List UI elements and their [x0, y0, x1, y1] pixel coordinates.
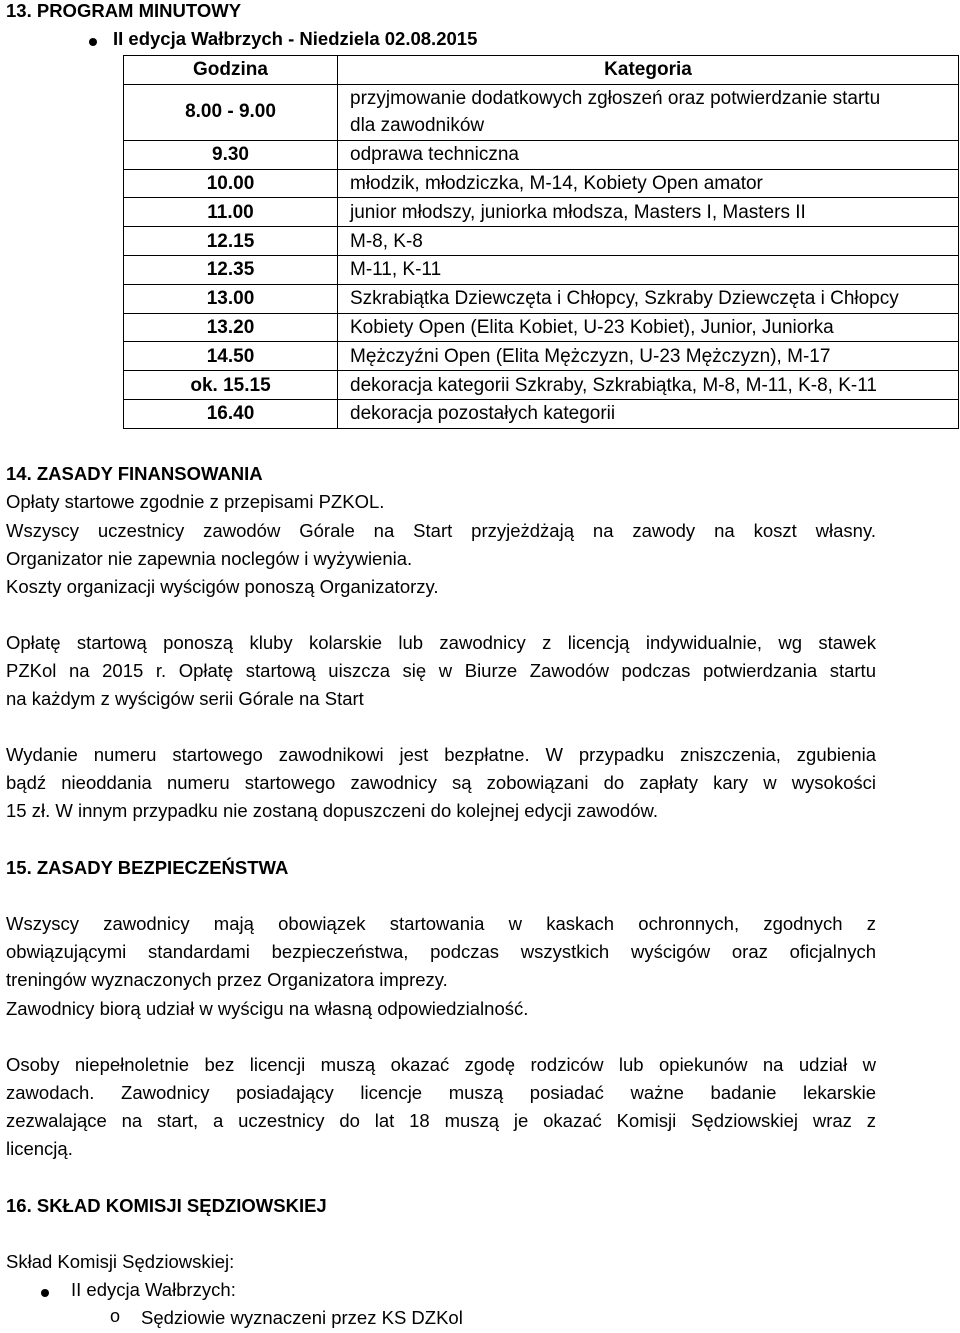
- safety-line: [6, 913, 876, 935]
- minors-text: zezwalające na start, a uczestnicy do lat 18 muszą je okazać Komisji Sędziowskiej wraz z: [6, 1110, 876, 1131]
- table-row: [124, 198, 959, 227]
- row-category: Mężczyźni Open (Elita Mężczyzn, U-23 Mężczyzn), M-17: [338, 342, 959, 371]
- table-row: [124, 169, 959, 198]
- finance-line: [6, 520, 876, 542]
- bullet-icon: [41, 1289, 49, 1297]
- table-row: [124, 227, 959, 256]
- number-paragraph-line: 15 zł. W innym przypadku nie zostaną dopuszczeni do kolejnej edycji zawodów.: [6, 800, 658, 821]
- finance-line: Organizator nie zapewnia noclegów i wyżywienia.: [6, 548, 413, 569]
- row-time: 8.00 - 9.00: [124, 84, 338, 140]
- row-category: dekoracja pozostałych kategorii: [338, 399, 959, 428]
- row-category: odprawa techniczna: [338, 140, 959, 169]
- row-category: Kobiety Open (Elita Kobiet, U-23 Kobiet), Junior, Juniorka: [338, 313, 959, 342]
- number-paragraph-line: [6, 744, 876, 766]
- minors-text: Osoby niepełnoletnie bez licencji muszą okazać zgodę rodziców lub opiekunów na udział w: [6, 1054, 876, 1075]
- jury-subitem: Sędziowie wyznaczeni przez KS DZKol: [141, 1307, 463, 1328]
- table-row: [124, 84, 959, 140]
- jury-intro: Skład Komisji Sędziowskiej:: [6, 1251, 235, 1272]
- table-row: [124, 371, 959, 400]
- schedule-table: [123, 55, 959, 429]
- safety-line: [6, 941, 876, 963]
- row-time: 10.00: [124, 169, 338, 198]
- circle-bullet-icon: o: [110, 1306, 121, 1326]
- row-time: ok. 15.15: [124, 371, 338, 400]
- safety-text: obwiązującymi standardami bezpieczeństwa, podczas wszystkich wyścigów oraz oficjalnych: [6, 941, 876, 962]
- table-row: [124, 313, 959, 342]
- number-paragraph-line: [6, 772, 876, 794]
- minors-text: zawodach. Zawodnicy posiadający licencje muszą posiadać ważne badanie lekarskie: [6, 1082, 876, 1103]
- bullet-icon: [89, 38, 97, 46]
- row-time: 11.00: [124, 198, 338, 227]
- finance-line: Opłaty startowe zgodnie z przepisami PZKOL.: [6, 491, 385, 512]
- edition-label: II edycja Wałbrzych - Niedziela 02.08.2015: [113, 28, 478, 49]
- fee-paragraph-text: PZKol na 2015 r. Opłatę startową uiszcza się w Biurze Zawodów podczas potwierdzania startu: [6, 660, 876, 681]
- section-16-title: 16. SKŁAD KOMISJI SĘDZIOWSKIEJ: [6, 1195, 327, 1216]
- section-15-title: 15. ZASADY BEZPIECZEŃSTWA: [6, 857, 289, 878]
- safety-line: Zawodnicy biorą udział w wyścigu na własną odpowiedzialność.: [6, 998, 529, 1019]
- row-category: [338, 84, 959, 140]
- row-time: 12.35: [124, 255, 338, 284]
- row-time: 9.30: [124, 140, 338, 169]
- finance-line-text: Wszyscy uczestnicy zawodów Górale na Start przyjeżdżają na zawody na koszt własny.: [6, 520, 876, 541]
- fee-paragraph-line: [6, 632, 876, 654]
- row-category: Szkrabiątka Dziewczęta i Chłopcy, Szkraby Dziewczęta i Chłopcy: [338, 284, 959, 313]
- fee-paragraph-line: na każdym z wyścigów serii Górale na Start: [6, 688, 364, 709]
- section-13-title: 13. PROGRAM MINUTOWY: [6, 0, 242, 21]
- row-time: 13.00: [124, 284, 338, 313]
- table-row: [124, 255, 959, 284]
- minors-line: [6, 1082, 876, 1104]
- table-row: [124, 284, 959, 313]
- row-category: junior młodszy, juniorka młodsza, Masters I, Masters II: [338, 198, 959, 227]
- fee-paragraph-line: [6, 660, 876, 682]
- safety-text: Wszyscy zawodnicy mają obowiązek startowania w kaskach ochronnych, zgodnych z: [6, 913, 876, 934]
- minors-line: [6, 1054, 876, 1076]
- table-row: [124, 399, 959, 428]
- safety-line: treningów wyznaczonych przez Organizatora imprezy.: [6, 969, 448, 990]
- row-time: 14.50: [124, 342, 338, 371]
- row-category: dekoracja kategorii Szkraby, Szkrabiątka, M-8, M-11, K-8, K-11: [338, 371, 959, 400]
- header-time: Godzina: [124, 56, 338, 85]
- jury-item: II edycja Wałbrzych:: [71, 1279, 236, 1300]
- finance-line: Koszty organizacji wyścigów ponoszą Organizatorzy.: [6, 576, 439, 597]
- table-row: [124, 140, 959, 169]
- number-paragraph-text: bądź nieoddania numeru startowego zawodnicy są zobowiązani do zapłaty kary w wysokości: [6, 772, 876, 793]
- minors-line: licencją.: [6, 1138, 73, 1159]
- table-header-row: [124, 56, 959, 85]
- row-time: 13.20: [124, 313, 338, 342]
- number-paragraph-text: Wydanie numeru startowego zawodnikowi jest bezpłatne. W przypadku zniszczenia, zgubienia: [6, 744, 876, 765]
- row-category: młodzik, młodziczka, M-14, Kobiety Open amator: [338, 169, 959, 198]
- row-category: M-8, K-8: [338, 227, 959, 256]
- row-time: 12.15: [124, 227, 338, 256]
- fee-paragraph-text: Opłatę startową ponoszą kluby kolarskie lub zawodnicy z licencją indywidualnie, wg stawek: [6, 632, 876, 653]
- row-category-line: dla zawodników: [350, 115, 485, 137]
- row-category: M-11, K-11: [338, 255, 959, 284]
- row-category-line: przyjmowanie dodatkowych zgłoszeń oraz potwierdzanie startu: [350, 88, 881, 110]
- section-14-title: 14. ZASADY FINANSOWANIA: [6, 463, 263, 484]
- table-row: [124, 342, 959, 371]
- row-time: 16.40: [124, 399, 338, 428]
- header-category: Kategoria: [338, 56, 959, 85]
- minors-line: [6, 1110, 876, 1132]
